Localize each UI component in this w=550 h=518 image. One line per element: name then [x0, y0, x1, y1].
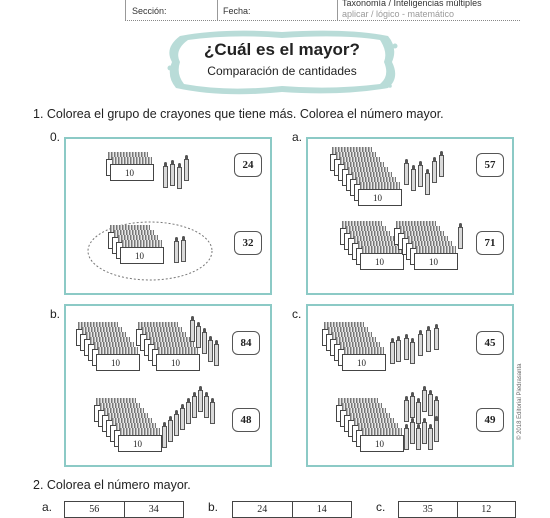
number-box[interactable]: 49 [476, 408, 504, 432]
panel-label: 0. [50, 130, 61, 144]
worksheet-header [0, 0, 550, 22]
header-baseline [125, 20, 520, 21]
number-box[interactable]: 57 [476, 153, 504, 177]
crayon-icon[interactable] [428, 390, 433, 416]
number-box[interactable]: 84 [232, 331, 260, 355]
crayon-icon[interactable] [192, 392, 197, 418]
box-count-label: 10 [111, 358, 120, 368]
crayon-icon[interactable] [410, 392, 415, 418]
crayon-icon[interactable] [404, 396, 409, 422]
crayon-icon[interactable] [177, 163, 182, 189]
number-cell[interactable]: 14 [292, 502, 352, 517]
section-label: Sección: [132, 6, 167, 16]
number-box[interactable]: 71 [476, 231, 504, 255]
exercise-1-instruction: 1. Colorea el grupo de crayones que tiene más. Colorea el número mayor. [33, 107, 444, 121]
page-title: ¿Cuál es el mayor? [204, 40, 360, 59]
crayon-icon[interactable] [404, 159, 409, 185]
crayon-box[interactable] [414, 246, 458, 270]
taxonomy-label: Taxonomía / Inteligencias múltiples [342, 0, 482, 8]
crayon-icon[interactable] [214, 340, 219, 366]
number-cell[interactable]: 56 [89, 504, 100, 515]
crayon-icon[interactable] [168, 416, 173, 442]
number-cell[interactable]: 35 [422, 504, 433, 515]
crayon-icon[interactable] [210, 398, 215, 424]
crayon-panel-a [306, 137, 514, 295]
crayon-icon[interactable] [418, 330, 423, 356]
box-count-label: 10 [375, 439, 384, 449]
crayon-icon[interactable] [202, 328, 207, 354]
item-label: c. [376, 500, 386, 514]
box-count-label: 10 [133, 439, 142, 449]
number-pair-table [232, 501, 352, 518]
crayon-icon[interactable] [416, 424, 421, 450]
crayon-icon[interactable] [186, 398, 191, 424]
header-divider [125, 0, 126, 20]
page-subtitle: Comparación de cantidades [207, 64, 357, 78]
box-count-label: 10 [373, 193, 382, 203]
panel-label: b. [50, 307, 61, 321]
crayon-icon[interactable] [404, 334, 409, 360]
crayon-icon[interactable] [410, 338, 415, 364]
date-label: Fecha: [223, 6, 251, 16]
crayon-icon[interactable] [184, 155, 189, 181]
title-banner [162, 28, 402, 98]
panel-label: c. [292, 307, 302, 321]
crayon-box[interactable] [358, 182, 402, 206]
box-count-label: 10 [429, 257, 438, 267]
crayon-box[interactable] [110, 157, 154, 181]
crayon-icon[interactable] [422, 386, 427, 412]
crayon-box[interactable] [120, 240, 164, 264]
crayon-icon[interactable] [404, 424, 409, 450]
crayon-icon[interactable] [198, 386, 203, 412]
crayon-icon[interactable] [428, 424, 433, 450]
number-box[interactable]: 45 [476, 331, 504, 355]
crayon-icon[interactable] [174, 410, 179, 436]
crayon-box[interactable] [96, 347, 140, 371]
crayon-icon[interactable] [426, 326, 431, 352]
crayon-icon[interactable] [432, 157, 437, 183]
crayon-icon[interactable] [174, 237, 179, 263]
crayon-panel-example [64, 137, 272, 295]
crayon-icon[interactable] [181, 236, 186, 262]
crayon-icon[interactable] [410, 418, 415, 444]
number-pair-table [398, 501, 516, 518]
number-cell[interactable]: 24 [257, 504, 268, 515]
crayon-icon[interactable] [458, 223, 463, 249]
box-count-label: 10 [375, 257, 384, 267]
crayon-icon[interactable] [422, 418, 427, 444]
number-pair-table [64, 501, 184, 518]
item-label: a. [42, 500, 53, 514]
crayon-icon[interactable] [439, 151, 444, 177]
crayon-icon[interactable] [180, 404, 185, 430]
crayon-icon[interactable] [418, 161, 423, 187]
crayon-icon[interactable] [190, 316, 195, 342]
crayon-panel-c [306, 304, 514, 467]
box-count-label: 10 [125, 168, 134, 178]
crayon-icon[interactable] [390, 338, 395, 364]
crayon-panel-b [64, 304, 272, 467]
box-count-label: 10 [135, 251, 144, 261]
number-box[interactable]: 48 [232, 408, 260, 432]
crayon-icon[interactable] [208, 336, 213, 362]
box-count-label: 10 [357, 358, 366, 368]
crayon-icon[interactable] [204, 392, 209, 418]
item-label: b. [208, 500, 219, 514]
crayon-icon[interactable] [163, 162, 168, 188]
number-cell[interactable]: 12 [457, 502, 516, 517]
number-cell[interactable]: 34 [124, 502, 184, 517]
crayon-icon[interactable] [162, 422, 167, 448]
taxonomy-subtitle: aplicar / lógico - matemático [342, 9, 455, 19]
number-box[interactable]: 32 [234, 231, 262, 255]
header-divider [337, 0, 338, 20]
box-count-label: 10 [171, 358, 180, 368]
crayon-box[interactable] [360, 428, 404, 452]
publisher-credit: © 2018 Editorial Piedrasanta [517, 363, 523, 440]
crayon-icon[interactable] [396, 336, 401, 362]
number-box[interactable]: 24 [234, 153, 262, 177]
crayon-icon[interactable] [196, 322, 201, 348]
crayon-icon[interactable] [425, 169, 430, 195]
crayon-box[interactable] [118, 428, 162, 452]
crayon-icon[interactable] [434, 416, 439, 442]
crayon-box[interactable] [156, 347, 200, 371]
crayon-icon[interactable] [434, 324, 439, 350]
crayon-icon[interactable] [411, 165, 416, 191]
crayon-icon[interactable] [416, 398, 421, 424]
header-divider [217, 0, 218, 20]
crayon-icon[interactable] [170, 160, 175, 186]
panel-label: a. [292, 130, 303, 144]
crayon-box[interactable] [342, 347, 386, 371]
exercise-2-instruction: 2. Colorea el número mayor. [33, 478, 191, 492]
